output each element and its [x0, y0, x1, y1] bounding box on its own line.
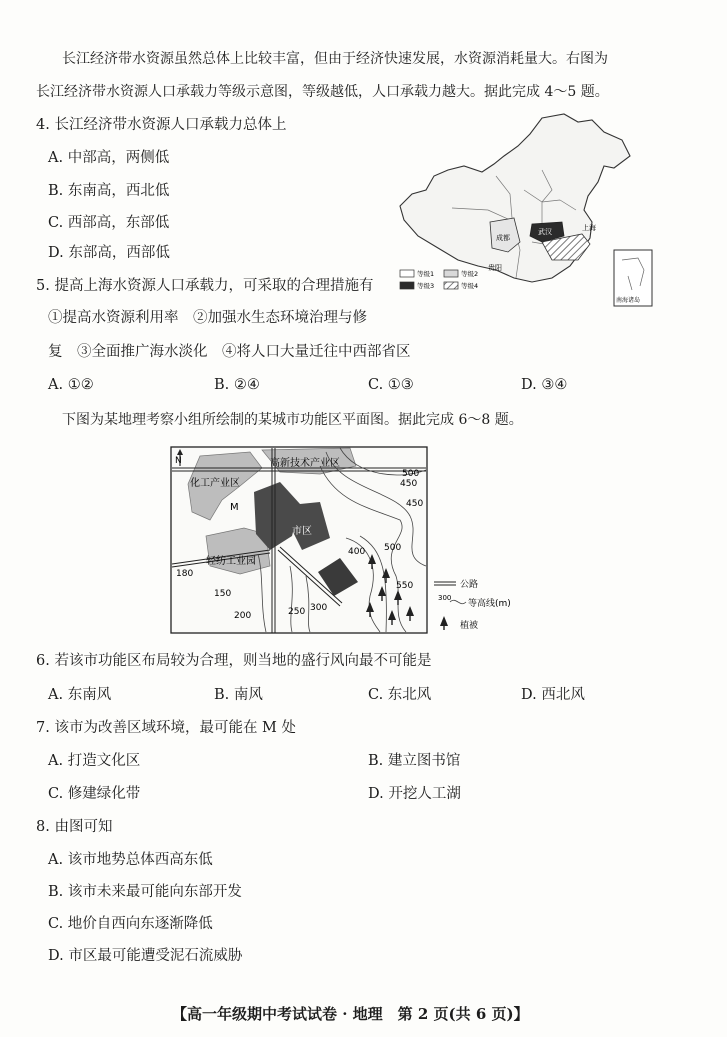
contour-label-300: 300 — [310, 603, 328, 613]
q6-option-a[interactable]: A. 东南风 — [48, 687, 112, 703]
q7-option-d[interactable]: D. 开挖人工湖 — [368, 786, 461, 802]
legend-contour-sample: 300 — [438, 594, 452, 602]
label-city: 市区 — [292, 526, 312, 537]
legend-label-4: 等级4 — [461, 282, 479, 290]
q6-option-d[interactable]: D. 西北风 — [521, 687, 585, 703]
intro-line-1: 长江经济带水资源虽然总体上比较丰富，但由于经济快速发展，水资源消耗量大。右图为 — [62, 51, 608, 67]
q5-line-3: 复 ③全面推广海水淡化 ④将人口大量迁往中西部省区 — [48, 344, 411, 360]
q5-option-a[interactable]: A. ①② — [48, 377, 94, 393]
page-footer: 【高一年级期中考试试卷 · 地理 第 2 页(共 6 页)】 — [172, 1005, 529, 1023]
contour-label-400: 400 — [348, 547, 366, 557]
q8-option-a[interactable]: A. 该市地势总体西高东低 — [48, 852, 213, 868]
legend-veg-icon — [440, 616, 448, 626]
yangtze-capacity-map — [392, 110, 660, 318]
q7-option-b[interactable]: B. 建立图书馆 — [368, 753, 461, 769]
q8-option-d[interactable]: D. 市区最可能遭受泥石流威胁 — [48, 948, 243, 964]
contour-label-450b: 450 — [406, 499, 424, 509]
contour-label-550: 550 — [396, 581, 414, 591]
city-zone-map — [170, 446, 600, 634]
q6-option-c[interactable]: C. 东北风 — [368, 687, 432, 703]
q8-option-b[interactable]: B. 该市未来最可能向东部开发 — [48, 884, 242, 900]
legend-swatch-3 — [400, 282, 414, 289]
contour-label-250: 250 — [288, 607, 306, 617]
q7-option-a[interactable]: A. 打造文化区 — [48, 753, 141, 769]
q5-option-b[interactable]: B. ②④ — [214, 377, 260, 393]
q4-option-a[interactable]: A. 中部高，两侧低 — [48, 150, 170, 166]
legend-road-label: 公路 — [460, 580, 479, 590]
q4-option-d[interactable]: D. 东部高，西部低 — [48, 245, 170, 261]
q6-stem: 6. 若该市功能区布局较为合理，则当地的盛行风向最不可能是 — [36, 653, 432, 669]
legend-veg-label: 植被 — [460, 621, 479, 631]
q5-option-c[interactable]: C. ①③ — [368, 377, 414, 393]
q4-option-c[interactable]: C. 西部高，东部低 — [48, 215, 170, 231]
legend-swatch-4 — [444, 282, 458, 289]
contour-label-500b: 500 — [384, 543, 402, 553]
contour-label-200: 200 — [234, 611, 252, 621]
contour-label-180: 180 — [176, 569, 194, 579]
legend-label-1: 等级1 — [417, 270, 435, 278]
map1-label-d: 上海 — [582, 224, 596, 232]
q7-option-c[interactable]: C. 修建绿化带 — [48, 786, 141, 802]
intro-line-2: 长江经济带水资源人口承载力等级示意图，等级越低，人口承载力越大。据此完成 4～5 题。 — [36, 84, 609, 100]
q5-line-2: ①提高水资源利用率 ②加强水生态环境治理与修 — [48, 310, 367, 326]
contour-label-150: 150 — [214, 589, 232, 599]
contour-label-450a: 450 — [400, 479, 418, 489]
legend-label-3: 等级3 — [417, 282, 435, 290]
map1-label-a: 成都 — [496, 234, 510, 242]
q8-option-c[interactable]: C. 地价自西向东逐渐降低 — [48, 916, 213, 932]
q4-stem: 4. 长江经济带水资源人口承载力总体上 — [36, 117, 287, 133]
label-chem: 化工产业区 — [190, 478, 240, 489]
legend-swatch-2 — [444, 270, 458, 277]
legend-contour-label: 等高线(m) — [468, 599, 511, 609]
label-hitech: 高新技术产业区 — [270, 458, 340, 469]
legend-contour-line — [450, 600, 466, 603]
legend-label-2: 等级2 — [461, 270, 479, 278]
q6-option-b[interactable]: B. 南风 — [214, 687, 263, 703]
map1-label-b: 武汉 — [538, 228, 552, 236]
q5-stem: 5. 提高上海水资源人口承载力，可采取的合理措施有 — [36, 278, 374, 294]
q8-stem: 8. 由图可知 — [36, 819, 113, 835]
legend-swatch-1 — [400, 270, 414, 277]
label-m: M — [230, 502, 239, 513]
china-outline — [400, 114, 630, 282]
q4-option-b[interactable]: B. 东南高，西北低 — [48, 183, 170, 199]
q7-stem: 7. 该市为改善区域环境，最可能在 M 处 — [36, 720, 297, 736]
contour-label-500a: 500 — [402, 469, 420, 479]
label-textile: 轻纺工业园 — [206, 556, 256, 567]
map1-label-c: 贵阳 — [488, 264, 502, 272]
intro2-line: 下图为某地理考察小组所绘制的某城市功能区平面图。据此完成 6～8 题。 — [62, 412, 523, 428]
q5-option-d[interactable]: D. ③④ — [521, 377, 568, 393]
inset-label: 南海诸岛 — [616, 297, 641, 304]
north-arrow: N — [175, 456, 182, 466]
